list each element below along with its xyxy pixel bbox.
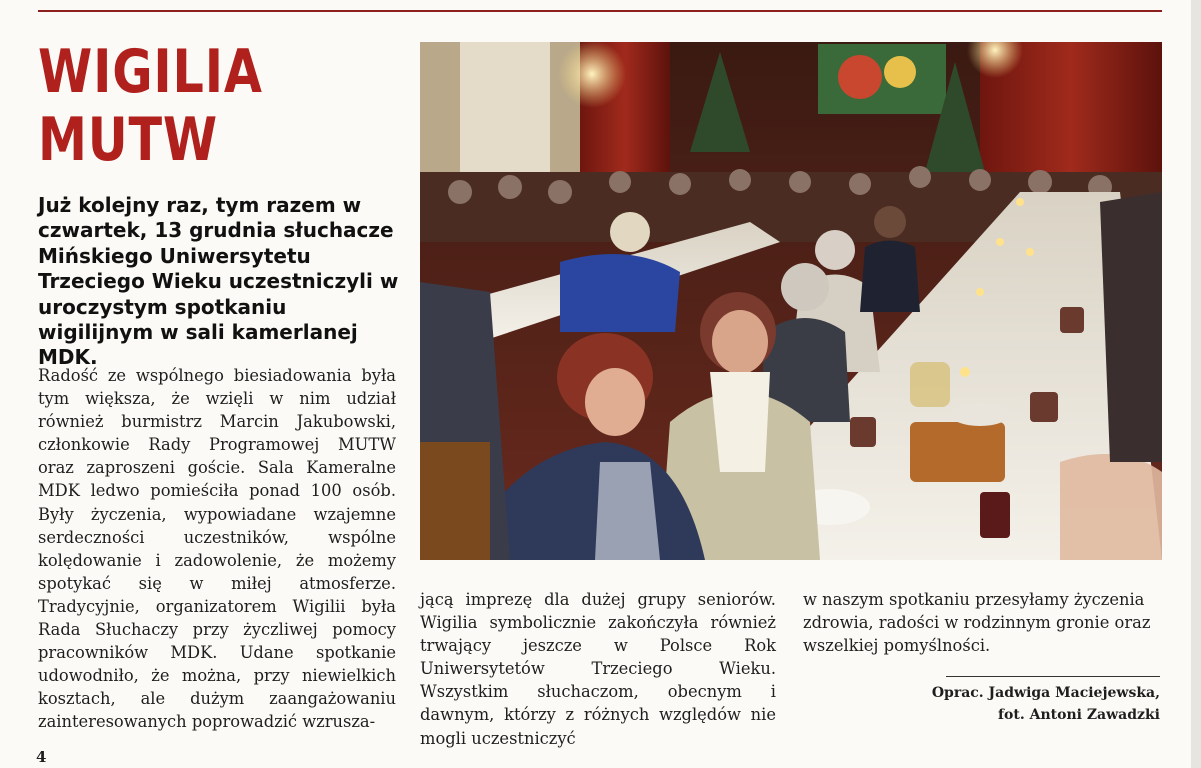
- byline-rule: [946, 676, 1160, 677]
- body-column-1: Radość ze wspólnego biesiadowania była tym większa, że wzięli w nim udział również burmistrz Marcin Jakubowski, członkowie Rady Programowej MUTW oraz zaproszeni goście. Sala Kameralne MDK ledwo pomieściła ponad 100 osób. Były życzenia, wypowiadane wzajemne serdeczności uczestników, wspólne kolędowanie i zadowolenie, że możemy spotykać się w miłej atmosferze. Tradycyjnie, organizatorem Wigilii była Rada Słuchaczy przy życzliwej pomocy pracowników MDK. Udane spotkanie udowodniło, że można, przy niewielkich kosztach, ale dużym zaangażowaniu zainteresowanych poprowadzić wzrusza-: [38, 366, 396, 732]
- article-title: [38, 38, 317, 175]
- byline-author: Oprac. Jadwiga Maciejewska,: [931, 685, 1160, 701]
- body-column-3: w naszym spotkaniu przesyłamy życzenia zdrowia, radości w rodzinnym gronie oraz wszelkiej pomyślności.: [803, 590, 1151, 656]
- article-lead: Już kolejny raz, tym razem w czwartek, 13 grudnia słuchacze Mińskiego Uniwersytetu Trzeciego Wieku uczestniczyli w uroczystym spotkaniu wigilijnym w sali kamerlanej MDK.: [38, 193, 399, 370]
- page-edge: [1191, 0, 1201, 768]
- byline-photographer: fot. Antoni Zawadzki: [998, 707, 1160, 723]
- title-line: MUTW: [38, 105, 219, 176]
- top-rule: [38, 10, 1162, 12]
- body-column-2: jącą imprezę dla dużej grupy seniorów. Wigilia symbolicznie zakończyła również trwający jeszcze w Polsce Rok Uniwersytetów Trzeciego Wieku. Wszystkim słuchaczom, obecnym i dawnym, którzy z różnych względów nie mogli uczestniczyć: [420, 590, 776, 748]
- byline: [932, 682, 1160, 726]
- event-photo-illustration: [420, 42, 1162, 560]
- title-line: WIGILIA: [38, 37, 263, 107]
- page-number: 4: [36, 748, 47, 766]
- event-photo: [420, 42, 1162, 560]
